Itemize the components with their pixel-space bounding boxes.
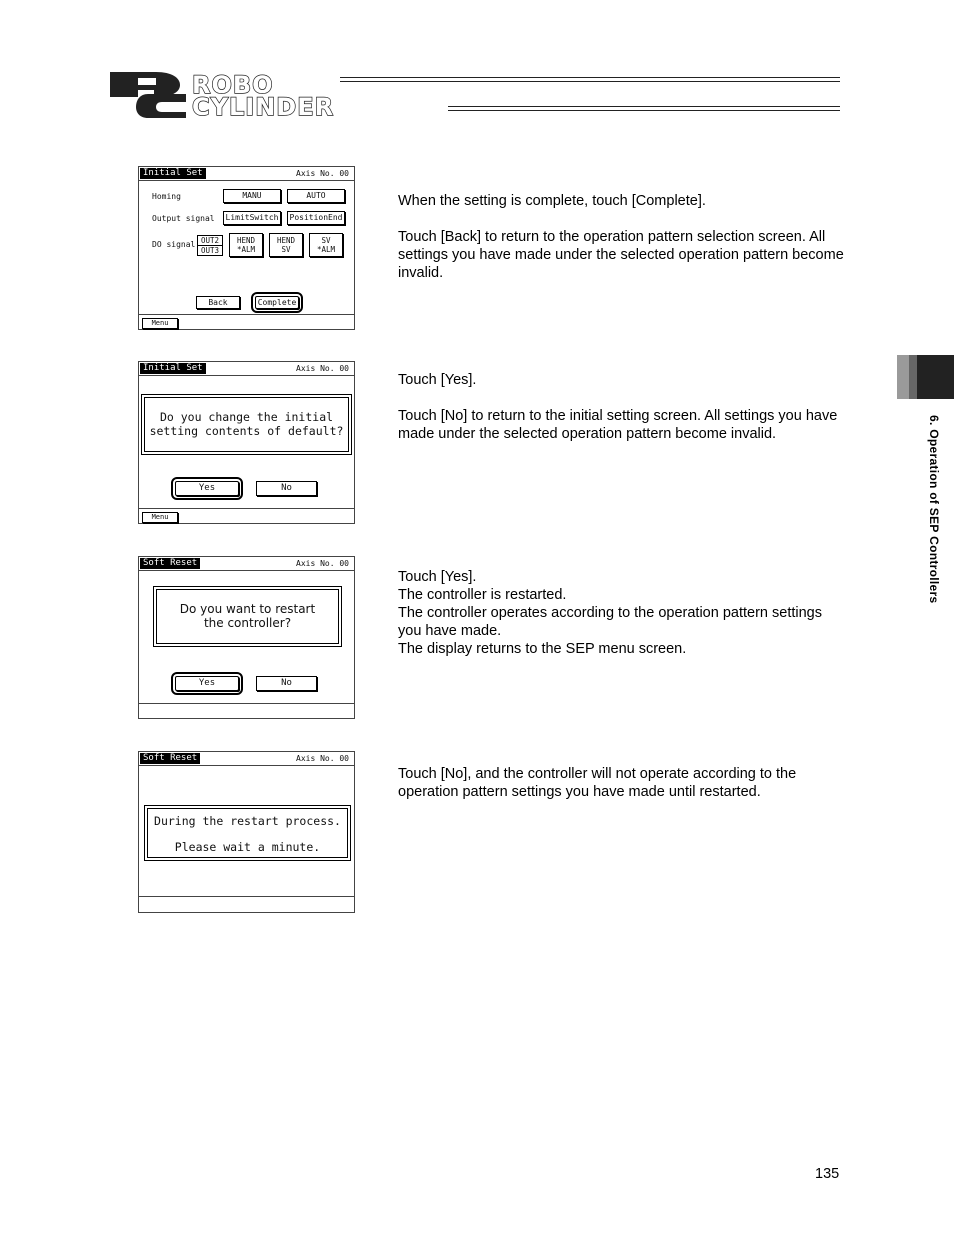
screen-initial-set [138,166,355,330]
text-line: Touch [No] to return to the initial setting screen. All settings you have made under the selected operation pattern become invalid. [398,408,838,442]
screen-title: Initial Set [140,363,206,374]
screen-footer [139,314,354,331]
dialog-message-line2: the controller? [203,616,292,630]
screen-initial-set-confirm [138,361,355,524]
screen-titlebar [139,362,354,376]
hend-sv-button[interactable] [269,233,303,257]
tab-shade-dark [917,355,954,399]
text-line: Touch [Yes]. [398,569,477,585]
menu-button[interactable]: Menu [142,512,178,523]
text-line: The display returns to the SEP menu screen. [398,641,687,657]
out3-label: OUT3 [198,245,222,255]
paragraph-restart [398,568,848,658]
yes-button[interactable]: Yes [175,676,239,691]
hend-sv-line1: HEND [276,236,296,245]
hend-sv-line2: SV [281,245,291,254]
hend-alm-button[interactable] [229,233,263,257]
menu-button[interactable]: Menu [142,318,178,329]
axis-number: Axis No. 00 [296,559,349,568]
screen-footer [139,896,354,913]
back-button[interactable]: Back [196,296,240,309]
screen-title: Soft Reset [140,558,200,569]
paragraph-confirm [398,371,848,443]
screen-footer [139,703,354,720]
page-number: 135 [815,1166,840,1182]
complete-button[interactable]: Complete [255,296,299,309]
header-rule [340,77,840,78]
hend-alm-line1: HEND [236,236,256,245]
logo-word-cylinder: CYLINDER [192,93,335,121]
tab-shade-mid [909,355,917,399]
screen-titlebar [139,167,354,181]
homing-label: Homing [152,192,181,201]
screen-titlebar [139,752,354,766]
screen-titlebar [139,557,354,571]
progress-dialog [144,805,351,861]
text-line: Touch [No], and the controller will not operate according to the operation pattern settings you have made until restarted. [398,766,797,800]
axis-number: Axis No. 00 [296,754,349,763]
axis-number: Axis No. 00 [296,169,349,178]
rc-logo-mark [108,70,188,120]
dialog-message-line1: During the restart process. [154,814,341,828]
output-signal-label: Output signal [152,214,215,223]
yes-button[interactable]: Yes [175,481,239,496]
confirm-dialog [141,394,352,455]
paragraph-no-restart [398,765,848,801]
text-line: When the setting is complete, touch [Complete]. [398,193,706,209]
sv-alm-line2: *ALM [316,245,336,254]
no-button[interactable]: No [256,676,317,691]
sv-alm-line1: SV [321,236,331,245]
header-rule [340,81,840,82]
logo-word-robo: ROBO [192,71,274,99]
position-end-button[interactable]: PositionEnd [287,211,345,225]
do-signal-label: DO signal [152,240,196,249]
screen-title: Soft Reset [140,753,200,764]
screen-footer [139,508,354,525]
header-rule [448,106,840,107]
dialog-message-line2: Please wait a minute. [174,840,321,854]
dialog-message-line1: Do you change the initial [159,410,334,424]
text-line: The controller is restarted. [398,587,567,603]
chapter-label: 6. Operation of SEP Controllers [927,415,941,604]
limit-switch-button[interactable]: LimitSwitch [223,211,281,225]
screen-soft-reset-progress [138,751,355,913]
screen-title: Initial Set [140,168,206,179]
text-line: Touch [Yes]. [398,372,477,388]
sv-alm-button[interactable] [309,233,343,257]
paragraph-complete [398,192,848,282]
auto-button[interactable]: AUTO [287,189,345,203]
screen-soft-reset [138,556,355,719]
header-rule [448,110,840,111]
text-line: Touch [Back] to return to the operation pattern selection screen. All settings you have made under the selected operation pattern become invalid. [398,229,844,281]
hend-alm-line2: *ALM [236,245,256,254]
no-button[interactable]: No [256,481,317,496]
dialog-message-line2: setting contents of default? [149,424,344,438]
axis-number: Axis No. 00 [296,364,349,373]
dialog-message-line1: Do you want to restart [179,602,316,616]
out-labels [197,235,223,256]
manu-button[interactable]: MANU [223,189,281,203]
restart-dialog [153,586,342,647]
out2-label: OUT2 [200,236,220,245]
text-line: The controller operates according to the operation pattern settings you have made. [398,605,822,639]
